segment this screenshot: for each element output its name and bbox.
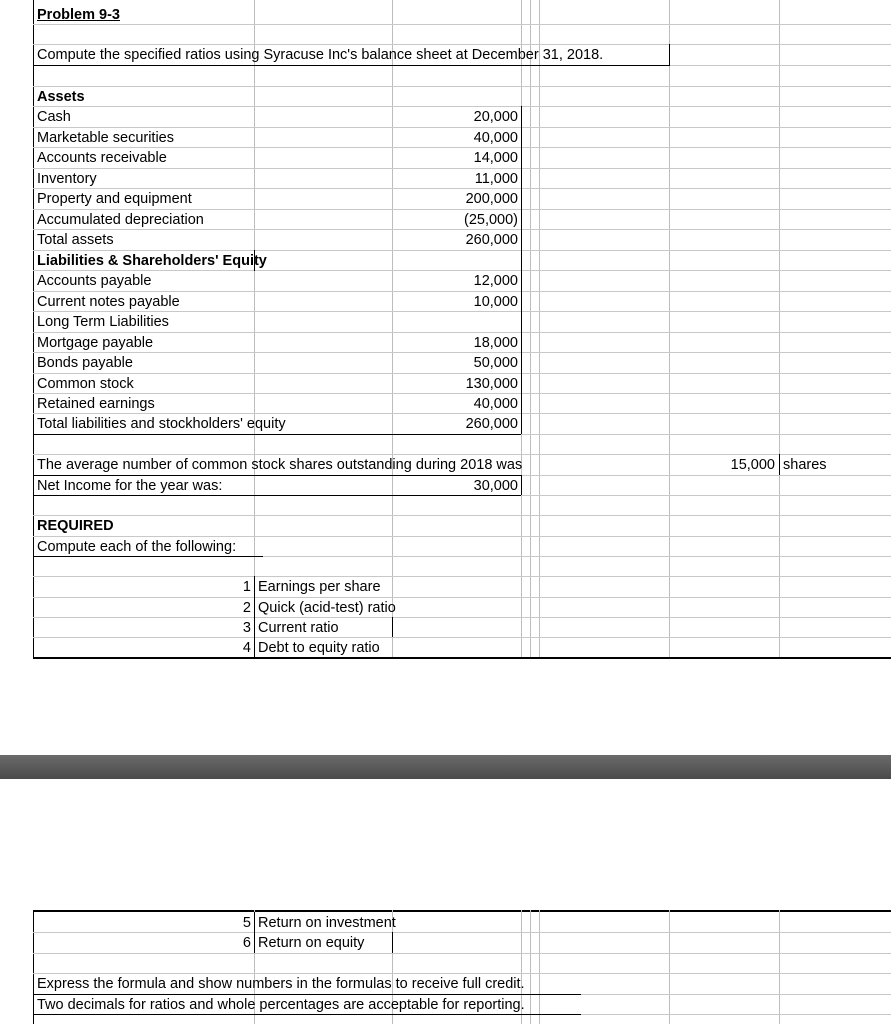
liab-value-bonds-payable: 50,000 [473,355,518,371]
liab-label-total: Total liabilities and stockholders' equity [37,416,286,432]
asset-value-marketable-securities: 40,000 [473,130,518,146]
liab-value-mortgage-payable: 18,000 [473,335,518,351]
liab-label-retained-earnings: Retained earnings [37,396,155,412]
ratio-label-debt-equity: Debt to equity ratio [258,640,380,656]
ratio-label-roi: Return on investment [258,915,396,931]
ratio-number: 1 [242,579,251,595]
asset-label-marketable-securities: Marketable securities [37,130,174,146]
asset-value-cash: 20,000 [473,109,518,125]
ratio-number: 6 [242,935,251,951]
liab-value-retained-earnings: 40,000 [473,396,518,412]
ratio-number: 2 [242,600,251,616]
required-text: Compute each of the following: [37,539,237,555]
grid-vline [530,0,531,658]
note-decimals: Two decimals for ratios and whole percentages are acceptable for reporting. [37,997,525,1013]
liab-label-accounts-payable: Accounts payable [37,273,152,289]
ratio-label-quick: Quick (acid-test) ratio [258,600,396,616]
asset-label-total-assets: Total assets [37,232,114,248]
ratio-label-eps: Earnings per share [258,579,381,595]
ratio-number: 3 [242,620,251,636]
liab-label-current-notes-payable: Current notes payable [37,294,180,310]
asset-label-inventory: Inventory [37,171,97,187]
net-income-value: 30,000 [473,478,518,494]
grid-vline [392,0,393,658]
asset-value-inventory: 11,000 [474,171,518,187]
asset-value-accumulated-depreciation: (25,000) [463,212,518,228]
asset-value-total-assets: 260,000 [465,232,518,248]
grid-vline [254,0,255,658]
asset-label-property-equipment: Property and equipment [37,191,192,207]
liab-label-bonds-payable: Bonds payable [37,355,133,371]
instruction-text: Compute the specified ratios using Syracuse Inc's balance sheet at December 31, 2018. [37,47,604,63]
liab-value-accounts-payable: 12,000 [473,273,518,289]
liab-value-common-stock: 130,000 [465,376,518,392]
liabilities-heading: Liabilities & Shareholders' Equity [37,253,267,269]
liab-value-total: 260,000 [465,416,518,432]
liab-label-mortgage-payable: Mortgage payable [37,335,154,351]
ratio-number: 5 [242,915,251,931]
grid-vline [669,0,670,658]
note-formula: Express the formula and show numbers in the formulas to receive full credit. [37,976,525,992]
asset-label-accounts-receivable: Accounts receivable [37,150,167,166]
ratio-label-current: Current ratio [258,620,339,636]
required-heading: REQUIRED [37,518,114,534]
liab-label-long-term: Long Term Liabilities [37,314,169,330]
ratio-label-roe: Return on equity [258,935,365,951]
asset-value-accounts-receivable: 14,000 [473,150,518,166]
grid-vline [779,0,780,658]
problem-title: Problem 9-3 [37,7,120,23]
shares-value: 15,000 [730,457,775,473]
liab-value-current-notes-payable: 10,000 [473,294,518,310]
asset-label-accumulated-depreciation: Accumulated depreciation [37,212,204,228]
net-income-label: Net Income for the year was: [37,478,223,494]
asset-value-property-equipment: 200,000 [465,191,518,207]
grid-vline [33,0,34,658]
liab-label-common-stock: Common stock [37,376,134,392]
page-separator [0,755,891,779]
asset-label-cash: Cash [37,109,71,125]
shares-unit: shares [783,457,827,473]
assets-heading: Assets [37,89,85,105]
grid-vline [539,0,540,658]
shares-text: The average number of common stock shares outstanding during 2018 was [37,457,523,473]
ratio-number: 4 [242,640,251,656]
